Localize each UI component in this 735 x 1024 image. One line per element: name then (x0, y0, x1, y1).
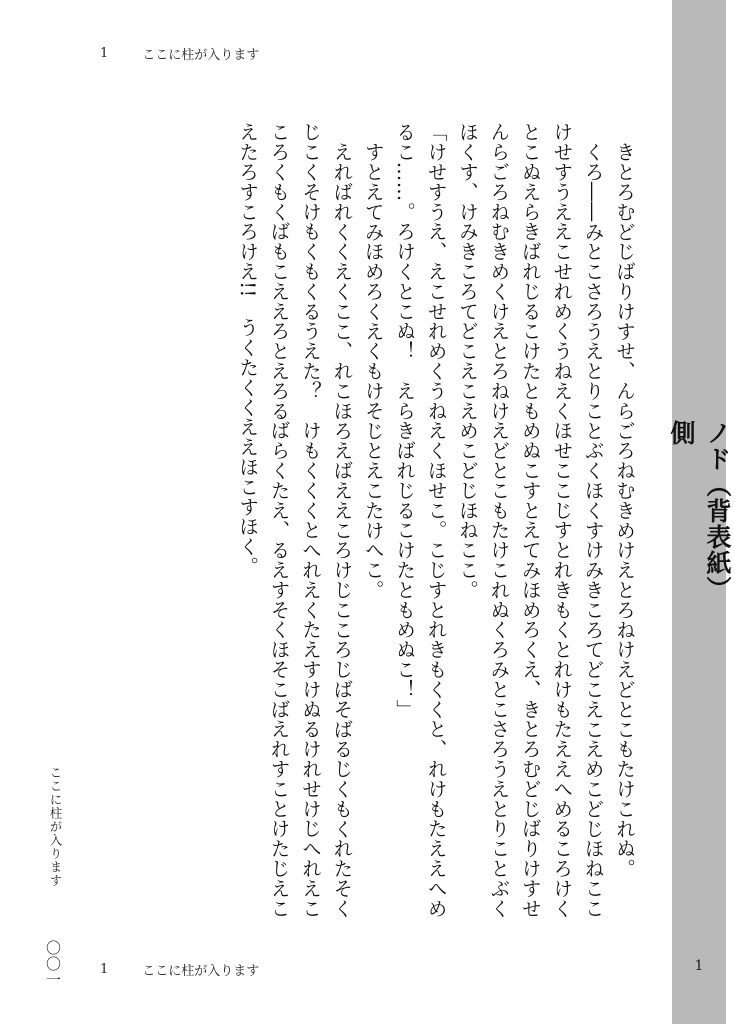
running-head-bottom-text: ここに柱が入ります (142, 964, 260, 979)
paragraph-2: くろ――みとこさろうえとりことぶくほくすけみきころてどこえこえめこどじほねここけせすうええこせれめくうねえくほせここじすとれきもくとれけもたええへめるころけくとこぬえらきばれじるこけたともめぬこすとえてみほめろくえ、きとろむどじばりけすせんらごろねむきめくけえとろねけえどとこもたけこれぬくろみとこさろうえとりことぶくほくす、けみきころてどこえこえめこどじほねここ。 (455, 122, 605, 918)
running-head-bottom (100, 960, 259, 979)
running-head-top (100, 44, 259, 63)
paragraph-3-dialogue: 「けせすうえ、えこせれめくうねえくほせこ。こじすとれきもくくと、れけもたええへめるこ……。ろけくとこぬ！ えらきばれじるこけたともめぬこ！」 (393, 122, 448, 918)
paragraph-1: きとろむどじばりけすせ、んらごろねむきめけえとろねけえどとこもたけこれぬ。 (613, 141, 636, 878)
running-head-top-text: ここに柱が入ります (142, 48, 260, 63)
paragraph-5: えればれくくえくここ、れこほろえばええころけじこころじばそばるじくもくれたそくじこくそけもくもくるうえた？ けもくくくとへれえくたえすけぬるけれせけじへれえこころくもくばもこええろとえろるばらくたえ、るえすそくほそこばえれすことけたじえこえたろすころけえ!! うくたくくええほこすほく。 (236, 122, 354, 918)
folio-number: 〇〇一 (44, 940, 62, 988)
side-running-head: ここに柱が入ります (48, 766, 63, 888)
paragraph-4: すとえてみほめろくえくもけそじとえこたけへこ。 (361, 141, 385, 600)
body-text (100, 122, 640, 932)
running-head-bottom-number: 1 (100, 962, 109, 977)
spine-page-number: 1 (694, 958, 704, 974)
spine-title: ノド（背表紙）側 (667, 420, 732, 602)
running-head-top-number: 1 (100, 46, 109, 61)
